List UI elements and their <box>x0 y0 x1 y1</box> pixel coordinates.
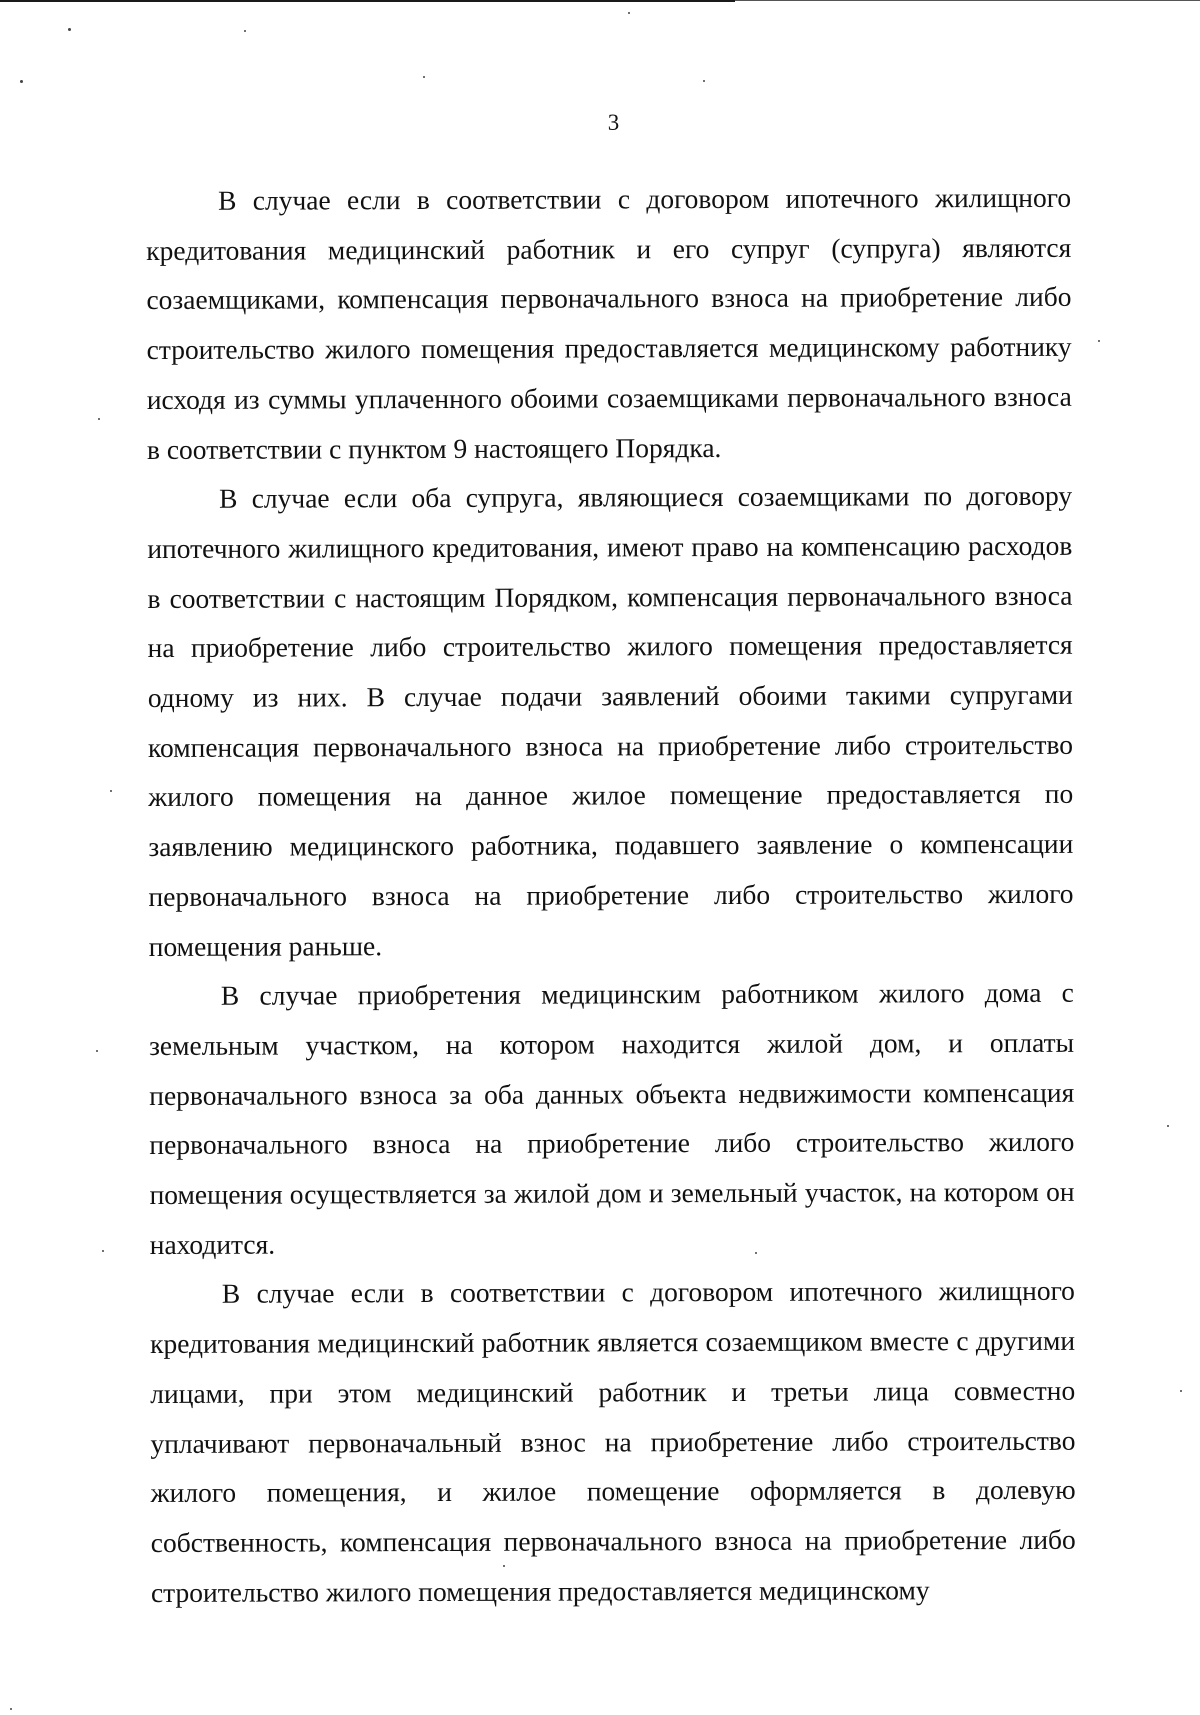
scan-speck <box>703 80 705 82</box>
document-body <box>146 173 1076 1618</box>
scan-speck <box>1167 1125 1169 1127</box>
scan-speck <box>10 1708 12 1710</box>
paragraph-shared-ownership: В случае если в соответствии с договором ипотечного жилищного кредитования медицинский работник является созаемщиком вместе с другими лицами, при этом медицинский работник и третьи лица совместно уплачивают первоначальный взнос на приобретение либо строительство жилого помещения, и жилое помещение оформляется в долевую собственность, компенсация первоначального взноса на приобретение либо строительство жилого помещения предоставляется медицинскому <box>150 1275 1076 1608</box>
paragraph-house-with-land: В случае приобретения медицинским работником жилого дома с земельным участком, на котором находится жилой дом, и оплаты первоначального взноса за оба данных объекта недвижимости компенсация первоначального взноса на приобретение либо строительство жилого помещения осуществляется за жилой дом и земельный участок, на котором он находится. <box>148 977 1075 1260</box>
scan-speck <box>1180 1390 1182 1392</box>
scan-speck <box>102 1250 104 1252</box>
scan-speck <box>98 418 100 420</box>
scan-speck <box>503 1565 505 1567</box>
scan-top-edge <box>0 0 735 2</box>
scan-speck <box>110 790 112 792</box>
scan-speck <box>244 30 246 32</box>
scan-speck <box>423 76 425 78</box>
scan-speck <box>68 28 71 31</box>
scan-speck <box>20 80 23 83</box>
scan-speck <box>755 1252 757 1254</box>
scan-speck <box>628 12 630 14</box>
scan-top-edge-faint <box>735 0 1200 1</box>
scan-speck <box>96 1050 98 1052</box>
paragraph-both-spouses-entitled: В случае если оба супруга, являющиеся созаемщиками по договору ипотечного жилищного кредитования, имеют право на компенсацию расходов в соответствии с настоящим Порядком, компенсация первоначального взноса на приобретение либо строительство жилого помещения предоставляется одному из них. В случае подачи заявлений обоими такими супругами компенсация первоначального взноса на приобретение либо строительство жилого помещения на данное жилое помещение предоставляется по заявлению медицинского работника, подавшего заявление о компенсации первоначального взноса на приобретение либо строительство жилого помещения раньше. <box>147 479 1074 962</box>
paragraph-coborrowers-spouses: В случае если в соответствии с договором ипотечного жилищного кредитования медицинский работник и его супруг (супруга) являются созаемщиками, компенсация первоначального взноса на приобретение либо строительство жилого помещения предоставляется медицинскому работнику исходя из суммы уплаченного обоими созаемщиками первоначального взноса в соответствии с пунктом 9 настоящего Порядка. <box>146 181 1072 465</box>
scan-speck <box>1098 340 1100 342</box>
page-number: 3 <box>607 110 620 135</box>
